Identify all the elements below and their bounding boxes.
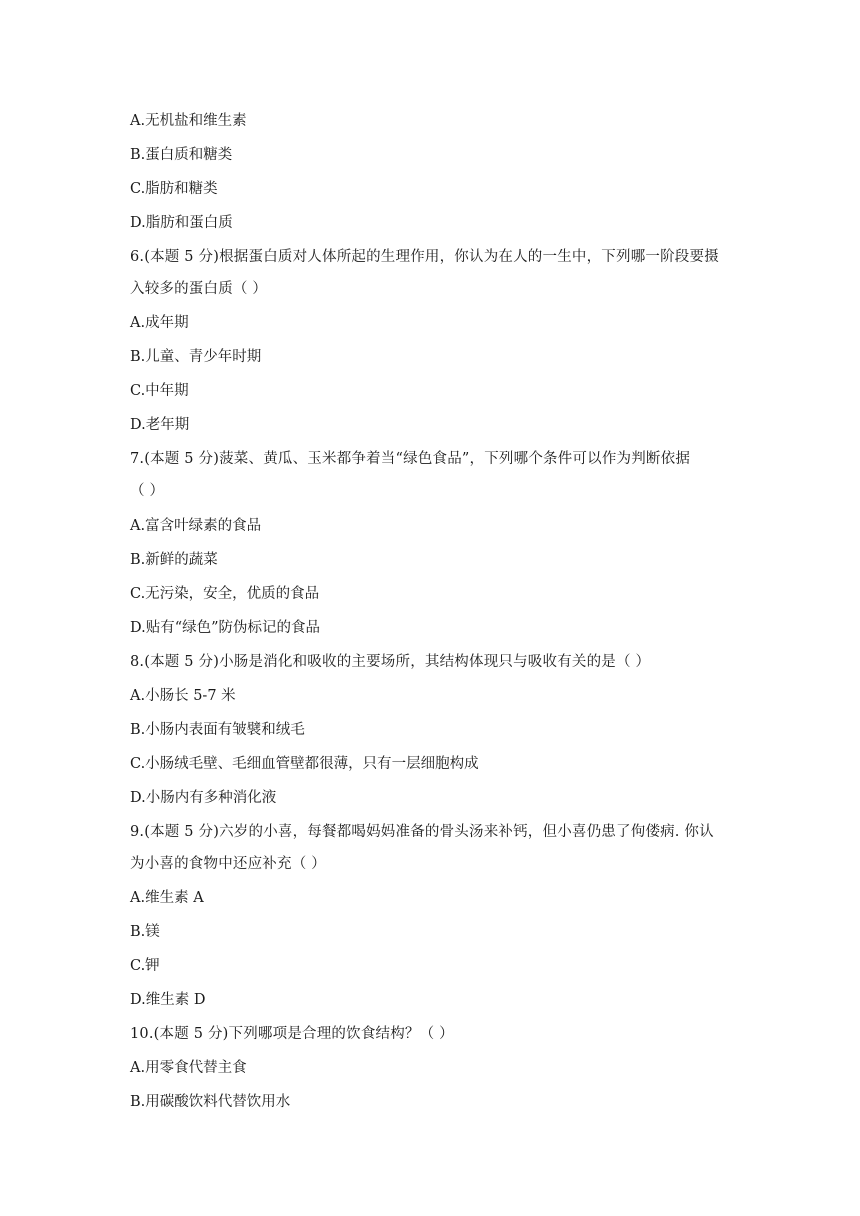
option-8d: D.小肠内有多种消化液 (130, 790, 277, 806)
question-6-line-2: 入较多的蛋白质（ ） (130, 281, 268, 297)
option-7c: C.无污染，安全，优质的食品 (130, 586, 320, 602)
option-10b: B.用碳酸饮料代替饮用水 (130, 1094, 291, 1110)
option-5b: B.蛋白质和糖类 (130, 147, 233, 163)
option-9c: C.钾 (130, 958, 160, 974)
option-7d: D.贴有“绿色”防伪标记的食品 (130, 620, 321, 636)
option-8b: B.小肠内表面有皱襞和绒毛 (130, 722, 305, 738)
question-6-line-1: 6.(本题 5 分)根据蛋白质对人体所起的生理作用，你认为在人的一生中，下列哪一阶段要摄 (130, 249, 719, 265)
question-10: 10.(本题 5 分)下列哪项是合理的饮食结构？（ ） (130, 1026, 454, 1042)
option-5a: A.无机盐和维生素 (130, 113, 247, 129)
option-10a: A.用零食代替主食 (130, 1060, 247, 1076)
option-5c: C.脂肪和糖类 (130, 181, 218, 197)
question-7-line-2: （ ） (130, 483, 165, 499)
option-6d: D.老年期 (130, 417, 190, 433)
option-6a: A.成年期 (130, 315, 189, 331)
option-6c: C.中年期 (130, 383, 189, 399)
option-7b: B.新鲜的蔬菜 (130, 552, 218, 568)
option-6b: B.儿童、青少年时期 (130, 349, 262, 365)
question-7-line-1: 7.(本题 5 分)菠菜、黄瓜、玉米都争着当“绿色食品”，下列哪个条件可以作为判断依据 (130, 451, 691, 467)
option-7a: A.富含叶绿素的食品 (130, 518, 262, 534)
question-9-line-2: 为小喜的食物中还应补充（ ） (130, 856, 326, 872)
question-8: 8.(本题 5 分)小肠是消化和吸收的主要场所，其结构体现只与吸收有关的是（ ） (130, 654, 651, 670)
option-8a: A.小肠长 5-7 米 (130, 688, 236, 704)
question-9-line-1: 9.(本题 5 分)六岁的小喜，每餐都喝妈妈准备的骨头汤来补钙，但小喜仍患了佝偻病. 你认 (130, 824, 714, 840)
option-9d: D.维生素 D (130, 992, 206, 1008)
option-8c: C.小肠绒毛壁、毛细血管壁都很薄，只有一层细胞构成 (130, 756, 479, 772)
option-5d: D.脂肪和蛋白质 (130, 215, 233, 231)
option-9a: A.维生素 A (130, 890, 204, 906)
option-9b: B.镁 (130, 924, 160, 940)
